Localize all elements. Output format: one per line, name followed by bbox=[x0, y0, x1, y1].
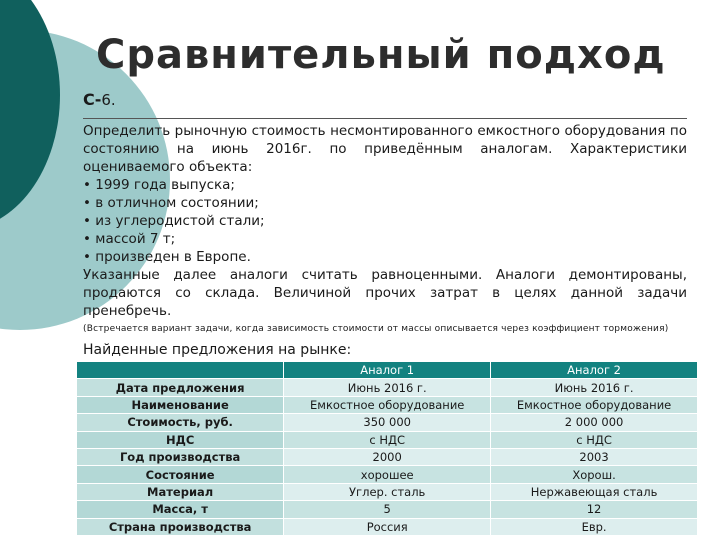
row-label: Год производства bbox=[77, 448, 284, 465]
table-row bbox=[77, 483, 698, 500]
table-cell: 2000 bbox=[284, 448, 491, 465]
table-row bbox=[77, 466, 698, 483]
table-cell: Углер. сталь bbox=[284, 483, 491, 500]
task-number bbox=[83, 90, 116, 109]
table-row bbox=[77, 448, 698, 465]
row-label: Страна производства bbox=[77, 518, 284, 535]
table-cell: Евр. bbox=[491, 518, 698, 535]
table-row bbox=[77, 396, 698, 413]
header-cell-blank bbox=[77, 362, 284, 379]
bullet-item: • из углеродистой стали; bbox=[83, 213, 265, 229]
task-prefix: С- bbox=[83, 90, 102, 109]
row-label: Масса, т bbox=[77, 501, 284, 518]
bullet-item: • массой 7 т; bbox=[83, 231, 176, 247]
task-number-value: 6. bbox=[101, 91, 116, 109]
table-row bbox=[77, 518, 698, 535]
header-cell-analog-1: Аналог 1 bbox=[284, 362, 491, 379]
table-cell: Емкостное оборудование bbox=[284, 396, 491, 413]
row-label: Стоимость, руб. bbox=[77, 414, 284, 431]
table-cell: Июнь 2016 г. bbox=[284, 379, 491, 396]
table-row bbox=[77, 414, 698, 431]
divider bbox=[83, 118, 687, 119]
table-cell: Июнь 2016 г. bbox=[491, 379, 698, 396]
task-intro: Определить рыночную стоимость несмонтированного емкостного оборудования по состоянию на июнь 2016г. по приведённым аналогам. Характеристики оцениваемого объекта: bbox=[83, 123, 687, 175]
offers-heading: Найденные предложения на рынке: bbox=[83, 342, 352, 358]
bullet-item: • произведен в Европе. bbox=[83, 249, 251, 265]
row-label: Материал bbox=[77, 483, 284, 500]
table-cell: с НДС bbox=[491, 431, 698, 448]
table-row bbox=[77, 501, 698, 518]
table-cell: Емкостное оборудование bbox=[491, 396, 698, 413]
table-row bbox=[77, 379, 698, 396]
table-cell: 2 000 000 bbox=[491, 414, 698, 431]
row-label: Дата предложения bbox=[77, 379, 284, 396]
table-cell: с НДС bbox=[284, 431, 491, 448]
table-cell: 5 bbox=[284, 501, 491, 518]
table-cell: 350 000 bbox=[284, 414, 491, 431]
row-label: НДС bbox=[77, 431, 284, 448]
table-header-row bbox=[77, 362, 698, 379]
table-cell: Нержавеющая сталь bbox=[491, 483, 698, 500]
header-cell-analog-2: Аналог 2 bbox=[491, 362, 698, 379]
task-conditions: Указанные далее аналоги считать равноценными. Аналоги демонтированы, продаются со склада. Величиной прочих затрат в целях данной задачи пренебречь. bbox=[83, 267, 687, 319]
table-row bbox=[77, 431, 698, 448]
row-label: Наименование bbox=[77, 396, 284, 413]
task-note: (Встречается вариант задачи, когда зависимость стоимости от массы описывается через коэффициент торможения) bbox=[83, 324, 669, 334]
task-text bbox=[83, 122, 687, 335]
offers-table bbox=[76, 361, 698, 536]
table-cell: Россия bbox=[284, 518, 491, 535]
table-cell: 12 bbox=[491, 501, 698, 518]
table-cell: 2003 bbox=[491, 448, 698, 465]
row-label: Состояние bbox=[77, 466, 284, 483]
bullet-item: • 1999 года выпуска; bbox=[83, 177, 235, 193]
bullet-item: • в отличном состоянии; bbox=[83, 195, 259, 211]
table-cell: Хорош. bbox=[491, 466, 698, 483]
page-title: Сравнительный подход bbox=[96, 32, 666, 78]
table-cell: хорошее bbox=[284, 466, 491, 483]
